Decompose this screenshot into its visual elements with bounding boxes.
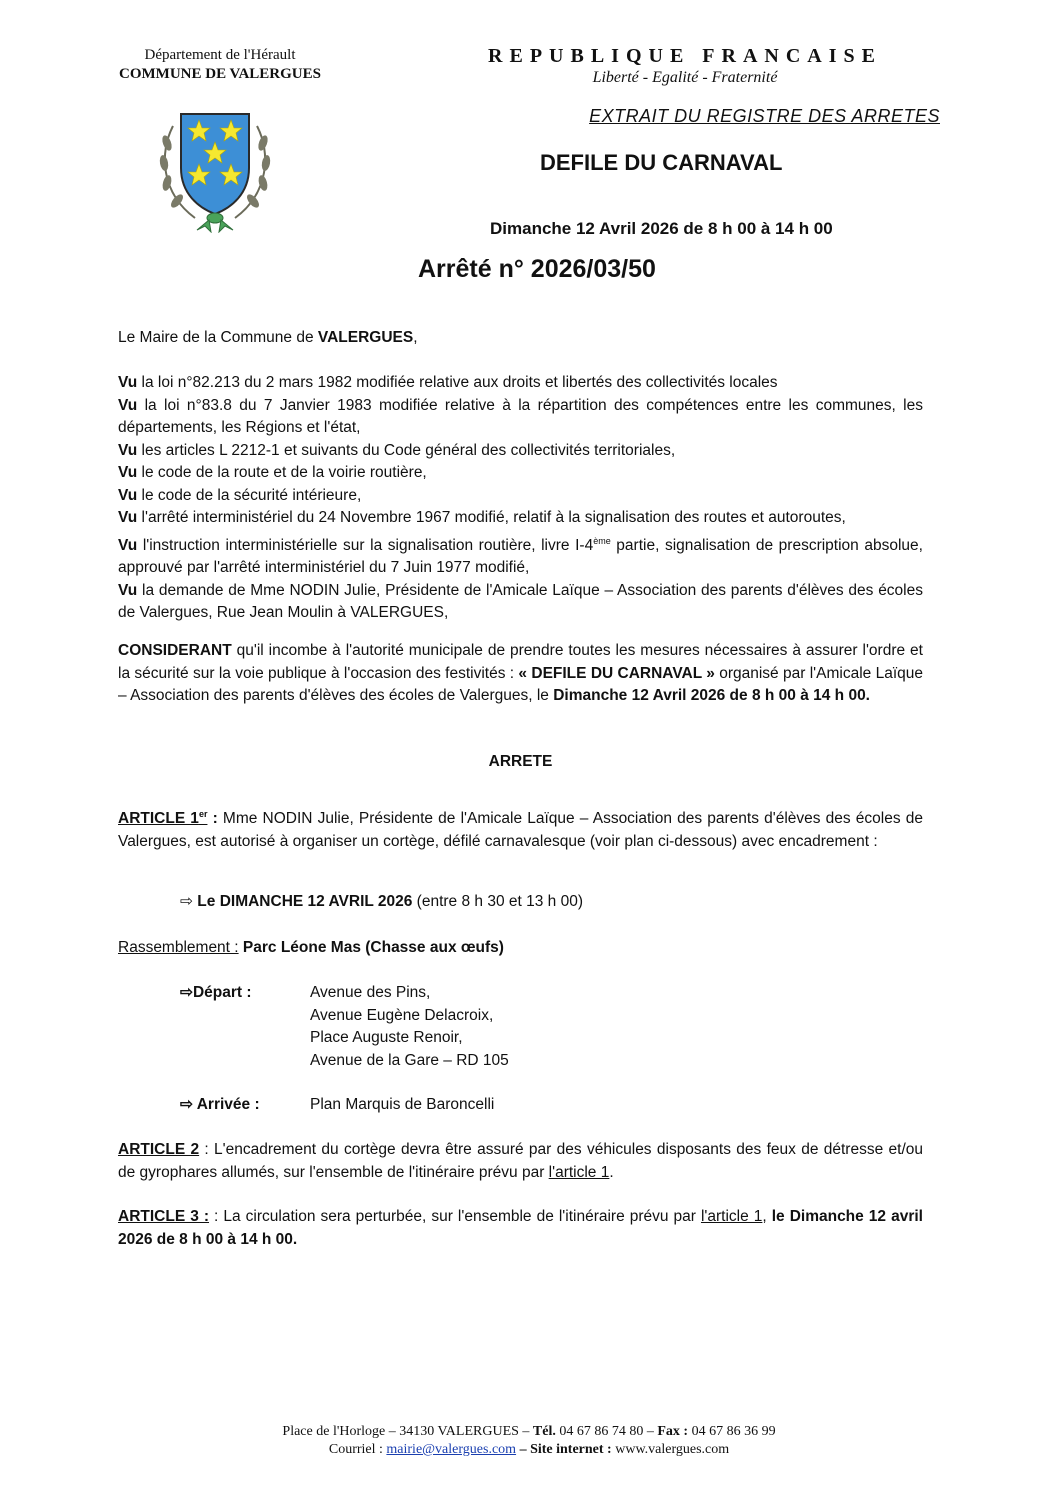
vu-item xyxy=(118,372,923,395)
considerant-text: organisé par l'Amicale Laïque – Association des parents d'élèves des écoles de Valergues, le xyxy=(118,664,923,704)
vu-item xyxy=(118,580,923,625)
vu-item xyxy=(118,530,923,580)
vu-text: la demande de Mme NODIN Julie, Présidente de l'Amicale Laïque – Association des parents d'élèves des écoles de Valergues, Rue Jean Moulin à VALERGUES, xyxy=(118,581,923,622)
department-header xyxy=(60,46,380,84)
depart-label: ⇨Départ : xyxy=(180,984,252,1001)
event-date: Dimanche 12 Avril 2026 de 8 h 00 à 14 h 00 xyxy=(490,219,833,238)
republic-motto: Liberté - Egalité - Fraternité xyxy=(592,69,778,86)
when-date: Le DIMANCHE 12 AVRIL 2026 xyxy=(193,893,413,910)
department-name: Département de l'Hérault xyxy=(144,47,296,63)
ribbon-icon xyxy=(197,213,233,232)
considerant-date: Dimanche 12 Avril 2026 de 8 h 00 à 14 h 00. xyxy=(553,687,870,704)
vu-text: le code de la sécurité intérieure, xyxy=(137,486,362,504)
vu-text: l'arrêté interministériel du 24 Novembre 1967 modifié, relatif à la signalisation des routes et autoroutes, xyxy=(137,509,846,526)
intro-commune: VALERGUES xyxy=(317,329,414,346)
depart-street: Avenue des Pins, xyxy=(310,984,431,1001)
intro-suffix: , xyxy=(413,329,418,346)
register-extract: EXTRAIT DU REGISTRE DES ARRETES xyxy=(589,106,940,126)
article-1-text: Mme NODIN Julie, Présidente de l'Amicale Laïque – Association des parents d'élèves des écoles de Valergues, est autorisé à organiser un cortège, défilé carnavalesque (voir plan ci-dessous) avec encadrement : xyxy=(118,810,923,850)
commune-name: COMMUNE DE VALERGUES xyxy=(119,66,321,82)
vu-lead: Vu xyxy=(118,396,138,414)
vu-text: la loi n°83.8 du 7 Janvier 1983 modifiée relative à la répartition des compétences entre les communes, les départements, les Régions et l'état, xyxy=(118,396,923,436)
arrete-heading-text: ARRETE xyxy=(488,753,553,770)
republic-title: REPUBLIQUE FRANCAISE xyxy=(488,45,882,67)
article-3 xyxy=(118,1206,923,1251)
article-3-text: : La circulation sera perturbée, sur l'ensemble de l'itinéraire prévu par xyxy=(209,1208,701,1225)
vu-sup: ème xyxy=(593,535,611,546)
rassemblement-label: Rassemblement : xyxy=(118,939,239,956)
route-depart xyxy=(180,982,880,1072)
vu-text: le code de la route et de la voirie routière, xyxy=(137,464,427,481)
footer-address-text: Place de l'Horloge – 34130 VALERGUES – xyxy=(282,1424,533,1439)
footer-tel: 04 67 86 74 80 – xyxy=(555,1424,658,1439)
footer-site-label: – Site internet : xyxy=(516,1442,616,1457)
arrow-right-icon: ⇨ xyxy=(180,893,193,910)
depart-street: Place Auguste Renoir, xyxy=(310,1029,463,1046)
footer-mail-label: Courriel : xyxy=(328,1442,387,1457)
footer-fax: 04 67 86 36 99 xyxy=(688,1424,776,1439)
vu-text: partie, signalisation de prescription absolue, approuvé par l'arrêté interministériel du 7 Juin 1977 modifié, xyxy=(118,536,923,577)
vu-text: les articles L 2212-1 et suivants du Code général des collectivités territoriales, xyxy=(137,441,676,459)
article-1-when xyxy=(180,891,880,914)
arrete-heading xyxy=(118,751,923,774)
article-1-sup: er xyxy=(198,809,208,819)
considerant-lead: CONSIDERANT xyxy=(118,642,232,659)
footer-tel-label: Tél. xyxy=(532,1424,556,1439)
document-title: DEFILE DU CARNAVAL xyxy=(540,150,783,175)
republic-header xyxy=(420,44,950,88)
article-1 xyxy=(118,803,923,853)
vu-lead: Vu xyxy=(118,509,138,526)
article-2 xyxy=(118,1139,923,1184)
considerant xyxy=(118,640,923,708)
article-2-text: : L'encadrement du cortège devra être assuré par des véhicules disposants des feux de détresse et/ou de gyrophares allumés, sur l'ensemble de l'itinéraire prévu par xyxy=(118,1141,923,1181)
arrivee-place: Plan Marquis de Baroncelli xyxy=(310,1096,495,1113)
vu-text: l'instruction interministérielle sur la signalisation routière, livre I-4 xyxy=(137,536,594,554)
depart-street: Avenue Eugène Delacroix, xyxy=(310,1006,494,1024)
rassemblement-place: Parc Léone Mas (Chasse aux œufs) xyxy=(238,939,504,956)
vu-lead: Vu xyxy=(118,486,138,504)
decree-number: Arrêté n° 2026/03/50 xyxy=(418,255,656,283)
vu-item xyxy=(118,507,923,530)
vu-lead: Vu xyxy=(118,581,138,599)
article-2-label: ARTICLE 2 xyxy=(118,1141,200,1158)
arrivee-label: ⇨ Arrivée : xyxy=(180,1096,260,1113)
article-3-ref: l'article 1 xyxy=(700,1208,763,1225)
considerant-text: qu'il incombe à l'autorité municipale de prendre toutes les mesures nécessaires à assurer l'ordre et la sécurité sur la voie publique à l'occasion des festivités : xyxy=(118,642,923,682)
rassemblement xyxy=(118,937,923,960)
depart-street: Avenue de la Gare – RD 105 xyxy=(310,1051,509,1069)
footer xyxy=(0,1423,1058,1459)
article-3-date: le Dimanche 12 avril 2026 de 8 h 00 à 14 h 00. xyxy=(118,1208,923,1248)
vu-lead: Vu xyxy=(118,464,138,481)
vu-item xyxy=(118,485,923,508)
footer-contact xyxy=(0,1441,1058,1459)
article-2-ref: l'article 1 xyxy=(548,1163,610,1181)
route-arrivee xyxy=(180,1094,880,1117)
vu-lead: Vu xyxy=(118,536,138,554)
footer-address xyxy=(0,1423,1058,1441)
article-2-end: . xyxy=(609,1163,614,1181)
article-1-label: ARTICLE 1 xyxy=(118,810,199,828)
vu-lead: Vu xyxy=(118,441,138,459)
vu-item xyxy=(118,462,923,485)
article-3-sep: , xyxy=(762,1208,772,1225)
email-link[interactable]: mairie@valergues.com xyxy=(386,1442,517,1457)
website-text: www.valergues.com xyxy=(615,1442,730,1457)
vu-item xyxy=(118,395,923,440)
when-time: (entre 8 h 30 et 13 h 00) xyxy=(412,893,583,910)
vu-text: la loi n°82.213 du 2 mars 1982 modifiée relative aux droits et libertés des collectivités locales xyxy=(137,374,778,391)
considerant-event: « DEFILE DU CARNAVAL » xyxy=(518,664,715,682)
coat-of-arms xyxy=(155,108,275,233)
article-3-label: ARTICLE 3 : xyxy=(118,1208,210,1225)
vu-item xyxy=(118,440,923,463)
vu-lead: Vu xyxy=(118,374,138,391)
intro xyxy=(118,327,923,350)
footer-fax-label: Fax : xyxy=(657,1424,689,1439)
intro-prefix: Le Maire de la Commune de xyxy=(118,329,318,346)
vu-list xyxy=(118,372,923,625)
article-1-colon: : xyxy=(207,810,218,828)
